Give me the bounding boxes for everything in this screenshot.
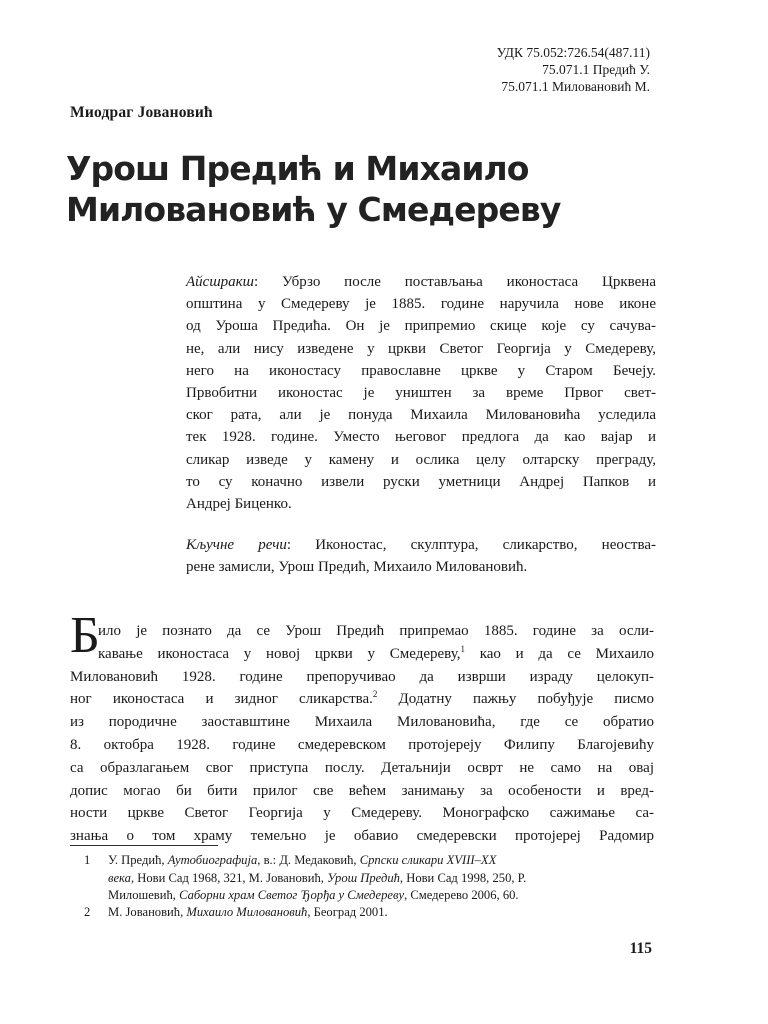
footnote-2 [70,904,654,922]
abstract [186,271,656,515]
body-line: ности цркве Светог Георгија у Смедереву. Монографско сажимање са- [70,805,654,822]
footnote-number: 2 [84,905,91,919]
abstract-line: то су коначно извели руски уметници Андреј Папков и [186,473,656,490]
abstract-line: сликар изведе у камену и ослика целу олтарску преграду, [186,451,656,468]
abstract-line: Првобитни иконостас је уништен за време Првог свет- [186,385,656,402]
abstract-line: Андреј Биценко. [186,496,292,513]
keywords-line: рене замисли, Урош Предић, Михаило Миловановић. [186,559,528,576]
footnote-ref-2[interactable]: 2 [372,689,378,700]
body-line: 8. октобра 1928. године смедеревском протојереју Филипу Благојевићу [70,736,654,753]
footnote-1 [70,852,654,905]
body-line: ног иконостаса и зидног сликарства.$^2$ Додатну пажњу побуђује писмо [70,689,655,708]
body-paragraph [70,620,654,848]
abstract-line: не, али нису изведене у цркви Светог Георгија у Смедереву, [186,340,656,357]
page-number: 115 [629,940,652,957]
title-line-2: Миловановић у Смедереву [66,190,561,229]
author-name: Миодраг Јовановић [70,104,213,121]
article-title [66,148,686,230]
abstract-line: општина у Смедереву је 1885. године наручила нове иконе [186,296,656,313]
footnote-ref-1[interactable]: 1 [460,643,465,654]
udk-line-2: 75.071.1 Предић У. [542,62,650,77]
footnote-text: У. Предић, Аутобиографија, в.: Д. Медаковић, Српски сликари XVIII–XX века, Нови Сад 1968, 321, М. Јовановић, Урош Предић, Нови Сад 1998, 250, Р. Милошевић, Саборни храм Светог Ђорђа у Смедереву, Смедерево 2006, 60. [108,853,527,902]
body-line: са образлагањем свог приступа послу. Детаљнији осврт не само на овај [70,759,654,776]
body-line: из породичне заоставштине Михаила Миловановића, где се обратио [70,714,654,731]
abstract-line: тек 1928. године. Уместо његовог предлога да као вајар и [186,429,656,446]
body-line: Миловановић 1928. године препоручивао да изврши израду целокуп- [70,668,654,685]
body-line: знања о том храму темељно је обавио смедеревски протојереј Радомир [70,828,654,845]
abstract-label: Айсшракш [186,274,254,290]
footnote-text: М. Јовановић, Михаило Миловановић, Београд 2001. [108,905,388,919]
footnote-number: 1 [84,853,91,867]
udk-line-3: 75.071.1 Миловановић М. [501,79,650,94]
body-line: допис могао би бити прилог све већем занимању за особености и вред- [70,782,654,799]
body-line: кавање иконостаса у новој цркви у Смедереву,$^1$ као и да се Михаило [98,643,654,662]
title-line-1: Урош Предић и Михаило [66,149,529,188]
abstract-line: него на иконостасу православне цркве у Старом Бечеју. [186,362,656,379]
body-line: ило је познато да се Урош Предић припремао 1885. године за осли- [98,623,654,639]
abstract-line: од Уроша Предића. Он је припремио скице које су сачува- [186,318,656,335]
abstract-line: ског рата, али је понуда Михаила Миловановића уследила [186,407,656,424]
udk-line-1: УДК 75.052:726.54(487.11) [496,45,650,60]
keywords-line: Кључне речи: Иконостас, скулптура, сликарство, неоства- [186,537,656,553]
footnote-divider [70,845,218,846]
keywords [186,534,656,578]
abstract-line: Айсшракш: Убрзо после постављања иконостаса Црквена [186,274,656,290]
drop-cap: Б [70,607,100,664]
keywords-label: Кључне речи [186,537,287,553]
udk-classification [497,44,650,95]
